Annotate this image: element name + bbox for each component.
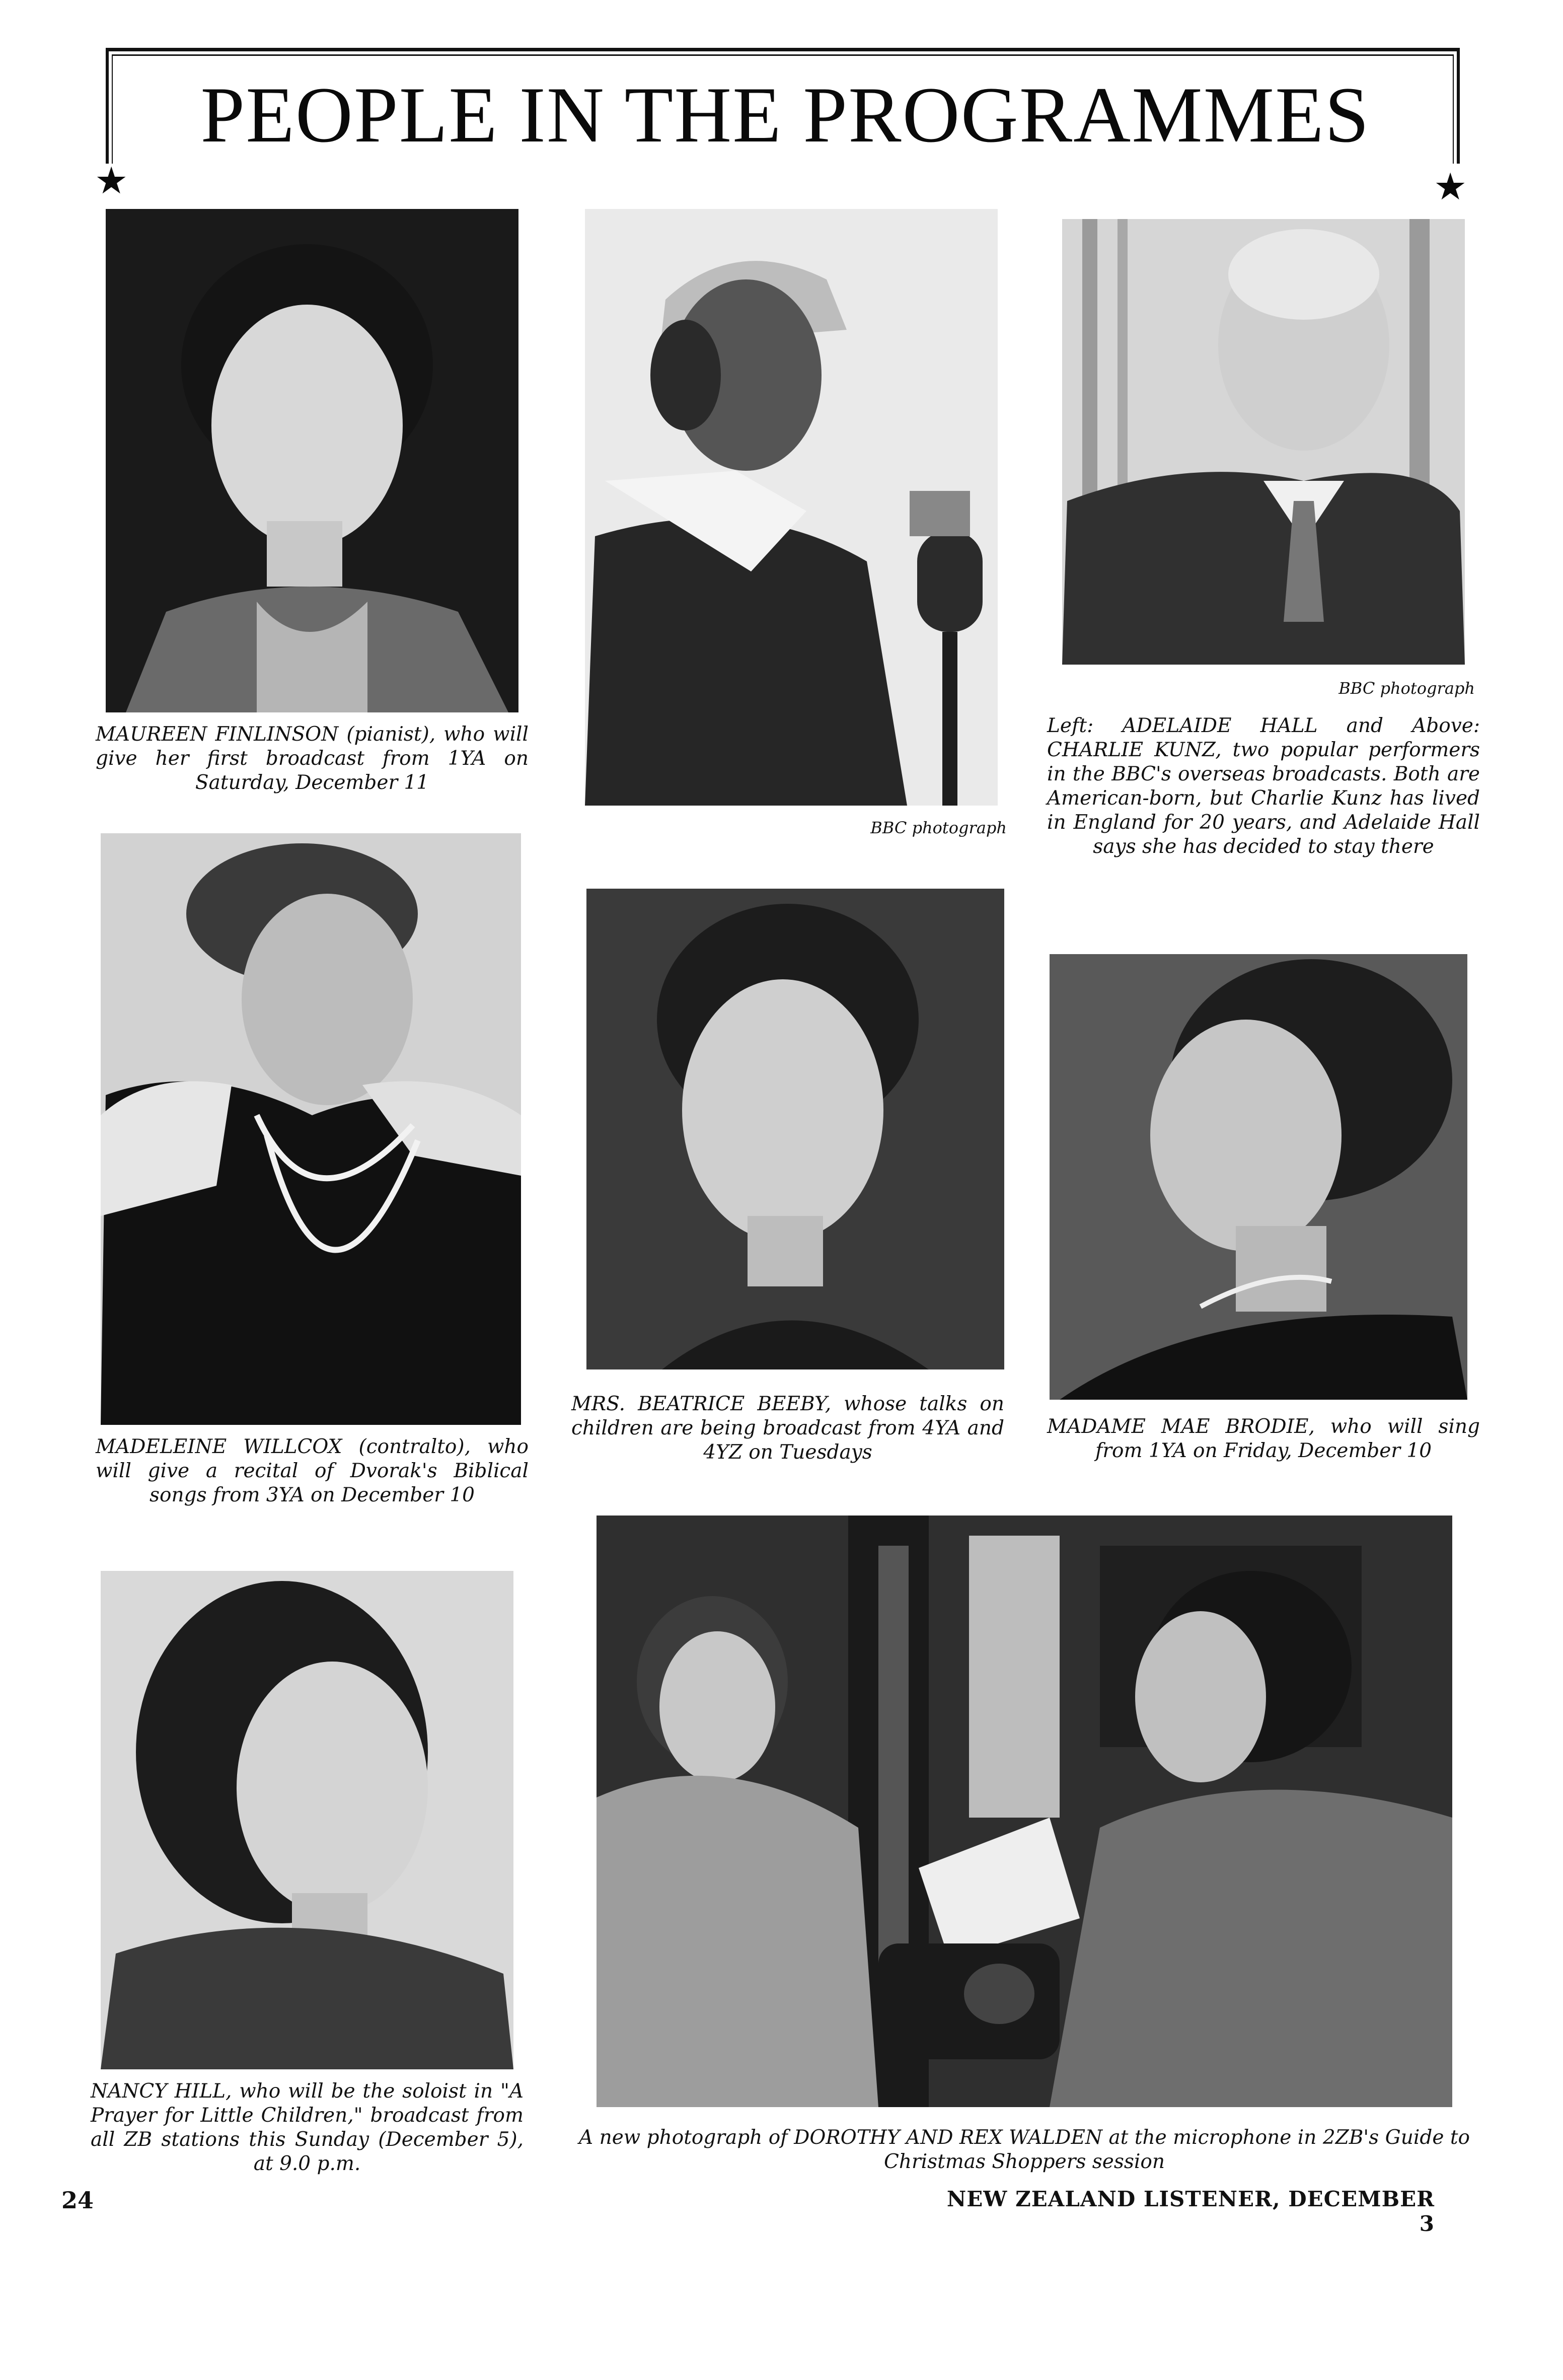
caption-madeleine-willcox: MADELEINE WILLCOX (contralto), who will give a recital of Dvorak's Biblical songs from 3YA on December 10 <box>96 1435 529 1506</box>
star-icon: ★ <box>1434 165 1467 208</box>
star-icon: ★ <box>95 159 128 202</box>
credit-adelaide-hall: BBC photograph <box>870 818 1007 837</box>
caption-hall-kunz: Left: ADELAIDE HALL and Above: CHARLIE KUNZ, two popular performers in the BBC's overseas broadcasts. Both are American-born, but Charlie Kunz has lived in England for 20 years, and Adelaide Hall says she has decided to stay there <box>1047 714 1480 858</box>
photo-adelaide-hall <box>585 209 998 806</box>
photo-madeleine-willcox <box>101 833 521 1425</box>
masthead: NEW ZEALAND LISTENER, DECEMBER 3 <box>946 2187 1435 2236</box>
photo-maureen-finlinson <box>106 209 518 712</box>
caption-beatrice-beeby: MRS. BEATRICE BEEBY, whose talks on children are being broadcast from 4YA and 4YZ on Tuesdays <box>571 1393 1004 1464</box>
caption-dorothy-rex-walden: A new photograph of DOROTHY AND REX WALDEN at the microphone in 2ZB's Guide to Christmas Shoppers session <box>579 2126 1470 2173</box>
page-number: 24 <box>61 2187 94 2214</box>
photo-charlie-kunz <box>1062 219 1465 665</box>
caption-mae-brodie: MADAME MAE BRODIE, who will sing from 1YA on Friday, December 10 <box>1047 1415 1480 1462</box>
page-title: PEOPLE IN THE PROGRAMMES <box>200 71 1370 159</box>
photo-beatrice-beeby <box>586 889 1004 1369</box>
photo-mae-brodie <box>1050 954 1467 1400</box>
credit-charlie-kunz: BBC photograph <box>1338 679 1475 698</box>
photo-dorothy-rex-walden <box>597 1516 1452 2107</box>
caption-maureen-finlinson: MAUREEN FINLINSON (pianist), who will give her first broadcast from 1YA on Saturday, December 11 <box>96 723 529 794</box>
caption-nancy-hill: NANCY HILL, who will be the soloist in "A Prayer for Little Children," broadcast from all ZB stations this Sunday (December 5), at 9.0 p.m. <box>91 2080 524 2175</box>
photo-nancy-hill <box>101 1571 513 2069</box>
